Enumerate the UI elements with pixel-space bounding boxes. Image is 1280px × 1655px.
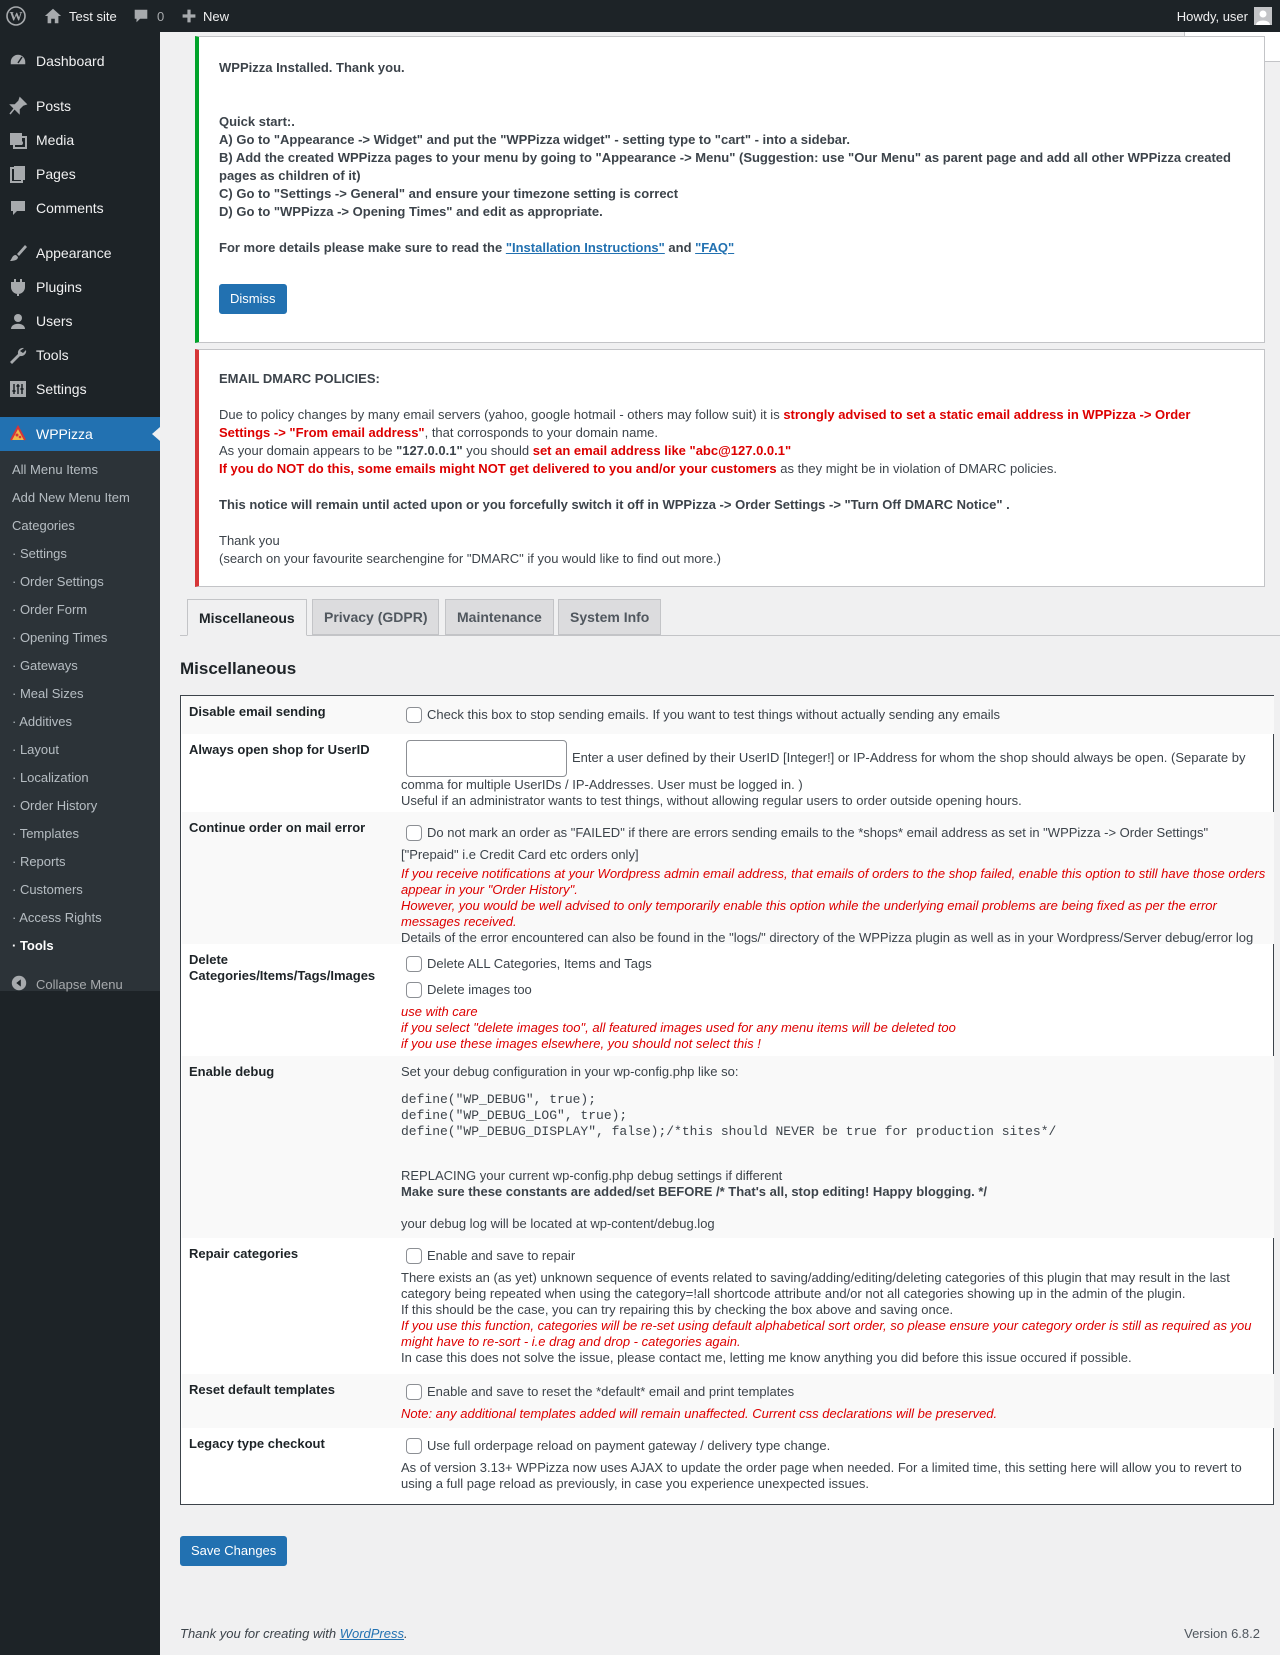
sidebar-item-tools[interactable] <box>0 338 160 372</box>
debug-location: your debug log will be located at wp-content/debug.log <box>401 1216 715 1231</box>
continue-order-checkbox[interactable] <box>406 825 422 841</box>
row-label-legacy-checkout: Legacy type checkout <box>189 1436 325 1451</box>
table-row <box>182 812 1274 944</box>
submenu-customers[interactable]: · Customers <box>12 882 83 897</box>
tab-system-info[interactable]: System Info <box>558 599 661 635</box>
submenu-order-settings[interactable]: · Order Settings <box>12 574 104 589</box>
sidebar-item-comments[interactable] <box>0 191 160 225</box>
table-row <box>182 1428 1274 1504</box>
faq-link[interactable]: "FAQ" <box>695 240 735 255</box>
sidebar-item-dashboard[interactable] <box>0 44 160 78</box>
my-account-link[interactable] <box>1177 0 1272 32</box>
tabs-underline <box>180 635 1280 636</box>
sidebar-item-users[interactable] <box>0 304 160 338</box>
submenu-add-new-menu-item[interactable]: Add New Menu Item <box>12 490 130 505</box>
sidebar-item-label: Users <box>36 313 73 329</box>
pizza-icon <box>0 424 36 444</box>
dmarc-p3-suffix: as they might be in violation of DMARC policies. <box>776 461 1057 476</box>
dmarc-p3-warning: If you do NOT do this, some emails might NOT get delivered to you and/or your customers <box>219 461 777 476</box>
submenu-settings[interactable]: · Settings <box>12 546 67 561</box>
admin-bar <box>0 0 1280 32</box>
sidebar-item-label: Comments <box>36 200 104 216</box>
row-label-debug: Enable debug <box>189 1064 275 1079</box>
plug-icon <box>0 277 36 297</box>
details-prefix: For more details please make sure to read the <box>219 240 506 255</box>
table-row <box>182 734 1274 812</box>
new-content-link[interactable] <box>181 0 229 32</box>
install-notice-title: WPPizza Installed. Thank you. <box>219 60 405 75</box>
sidebar-item-label: Media <box>36 132 75 148</box>
dmarc-thank-you: Thank you <box>219 533 280 548</box>
installation-instructions-link[interactable]: "Installation Instructions" <box>505 240 665 255</box>
sidebar-item-posts[interactable] <box>0 89 160 123</box>
submenu-localization[interactable]: · Localization <box>12 770 89 785</box>
disable-email-text: Check this box to stop sending emails. If you want to test things without actually sending any emails <box>427 707 1001 722</box>
reset-templates-label: Enable and save to reset the *default* email and print templates <box>427 1384 795 1399</box>
settings-table <box>180 695 1274 1505</box>
dmarc-domain: "127.0.0.1" <box>396 443 463 458</box>
footer-thanks-prefix: Thank you for creating with <box>180 1626 340 1641</box>
table-row <box>182 1238 1274 1374</box>
footer-version: Version 6.8.2 <box>1184 1626 1260 1641</box>
sidebar-item-label: Posts <box>36 98 72 114</box>
dmarc-search-hint: (search on your favourite searchengine for "DMARC" if you would like to find out more.) <box>219 551 722 566</box>
plus-icon <box>181 8 197 24</box>
tab-privacy-gdpr[interactable]: Privacy (GDPR) <box>312 599 439 635</box>
wrench-icon <box>0 345 36 365</box>
submenu-access-rights[interactable]: · Access Rights <box>12 910 102 925</box>
dmarc-paragraph-3 <box>219 460 1244 478</box>
sidebar-item-plugins[interactable] <box>0 270 160 304</box>
dmarc-p1-warning: strongly advised to set a static email address in WPPizza -> Order Settings -> "From email address" <box>219 407 1191 440</box>
legacy-checkout-checkbox[interactable] <box>406 1438 422 1454</box>
delete-warning-2: if you select "delete images too", all featured images used for any menu items will be deleted too <box>401 1020 956 1035</box>
row-label-reset-templates: Reset default templates <box>189 1382 335 1397</box>
row-label-repair: Repair categories <box>189 1246 299 1261</box>
table-row <box>182 1374 1274 1428</box>
row-label-disable-email: Disable email sending <box>189 704 326 719</box>
details-and: and <box>664 240 696 255</box>
submenu-tools[interactable]: · Tools <box>12 938 54 953</box>
tab-miscellaneous[interactable]: Miscellaneous <box>187 599 307 636</box>
details-line <box>219 239 1244 257</box>
row-label-continue-order: Continue order on mail error <box>189 820 366 835</box>
table-row <box>182 696 1274 734</box>
collapse-menu-button[interactable] <box>10 974 123 995</box>
comments-count: 0 <box>157 8 165 24</box>
repair-warning: If you use this function, categories will be re-set using default alphabetical sort order, so please ensure your category order is still as required as you might have to re-sort - i.e drag and drop - categories again. <box>401 1318 1252 1349</box>
sidebar-item-pages[interactable] <box>0 157 160 191</box>
admin-sidebar <box>0 32 160 1655</box>
howdy-label: Howdy, user <box>1176 8 1248 24</box>
continue-order-note: Details of the error encountered can also be found in the "logs/" directory of the WPPizza plugin as well as in your Wordpress/Server debug/error log <box>401 930 1254 945</box>
dashboard-icon <box>0 51 36 71</box>
collapse-arrow-icon <box>10 974 28 995</box>
wordpress-link[interactable]: WordPress <box>339 1626 404 1641</box>
dmarc-notice <box>195 349 1265 587</box>
sidebar-item-label: Settings <box>36 381 87 397</box>
save-changes-button[interactable]: Save Changes <box>180 1536 287 1566</box>
reset-templates-checkbox[interactable] <box>406 1384 422 1400</box>
row-label-delete-categories: Delete Categories/Items/Tags/Images <box>189 952 376 983</box>
submenu-templates[interactable]: · Templates <box>12 826 79 841</box>
svg-text:W: W <box>9 8 23 24</box>
new-label: New <box>203 8 230 24</box>
debug-code-line-1: define("WP_DEBUG", true); <box>401 1092 597 1107</box>
continue-order-warning-2: However, you would be well advised to only temporarily enable this option while the underlying email problems are being fixed as per the error messages received. <box>401 898 1217 929</box>
legacy-checkout-label: Use full orderpage reload on payment gateway / delivery type change. <box>427 1438 831 1453</box>
debug-make-sure: Make sure these constants are added/set BEFORE /* That's all, stop editing! Happy blogging. */ <box>401 1184 988 1199</box>
repair-text-2: If this should be the case, you can try repairing this by checking the box above and saving once. <box>401 1302 954 1317</box>
open-shop-userid-input[interactable] <box>406 740 567 777</box>
quick-start-step-d: D) Go to "WPPizza -> Opening Times" and edit as appropriate. <box>219 204 603 219</box>
footer-thanks-suffix: . <box>404 1626 408 1641</box>
sidebar-item-wppizza[interactable] <box>0 417 160 451</box>
sidebar-item-media[interactable] <box>0 123 160 157</box>
delete-warning-1: use with care <box>401 1004 478 1019</box>
delete-all-label: Delete ALL Categories, Items and Tags <box>427 956 652 971</box>
submenu-gateways[interactable]: · Gateways <box>12 658 78 673</box>
sidebar-item-label: Plugins <box>36 279 82 295</box>
submenu-all-menu-items[interactable]: All Menu Items <box>12 462 98 477</box>
submenu-order-form[interactable]: · Order Form <box>12 602 88 617</box>
debug-replacing: REPLACING your current wp-config.php debug settings if different <box>401 1168 783 1183</box>
table-row <box>182 944 1274 1056</box>
disable-email-checkbox[interactable] <box>406 707 422 723</box>
sliders-icon <box>0 379 36 399</box>
delete-all-checkbox[interactable] <box>406 956 422 972</box>
submenu-order-history[interactable]: · Order History <box>12 798 98 813</box>
table-row <box>182 1056 1274 1238</box>
home-icon <box>44 7 62 25</box>
submenu-additives[interactable]: · Additives <box>12 714 72 729</box>
submenu-layout[interactable]: · Layout <box>12 742 59 757</box>
comment-icon <box>0 198 36 218</box>
debug-code-line-2: define("WP_DEBUG_LOG", true); <box>401 1108 628 1123</box>
dmarc-title: EMAIL DMARC POLICIES: <box>219 371 380 386</box>
brush-icon <box>0 243 36 263</box>
current-arrow <box>152 427 160 441</box>
sidebar-item-label: Pages <box>36 166 76 182</box>
sidebar-item-appearance[interactable] <box>0 236 160 270</box>
open-shop-note: Useful if an administrator wants to test things, without allowing regular users to order outside opening hours. <box>401 793 1022 808</box>
sidebar-item-label: Tools <box>36 347 69 363</box>
open-shop-text: Enter a user defined by their UserID [Integer!] or IP-Address for whom the shop should always be open. (Separate by comma for multiple UserIDs / IP-Addresses. User must be logged in. ) <box>401 749 1246 792</box>
dmarc-paragraph-1 <box>219 406 1244 442</box>
comments-link[interactable] <box>132 0 164 32</box>
debug-intro: Set your debug configuration in your wp-config.php like so: <box>401 1064 739 1079</box>
repair-checkbox[interactable] <box>406 1248 422 1264</box>
sidebar-item-label: WPPizza <box>36 426 93 442</box>
pin-icon <box>0 96 36 116</box>
dismiss-button[interactable]: Dismiss <box>219 284 287 314</box>
comment-bubble-icon <box>132 7 150 25</box>
delete-images-label: Delete images too <box>427 982 532 997</box>
dmarc-paragraph-2 <box>219 442 1244 460</box>
collapse-menu-label: Collapse Menu <box>36 977 123 992</box>
repair-label: Enable and save to repair <box>427 1248 576 1263</box>
submenu-meal-sizes[interactable]: · Meal Sizes <box>12 686 84 701</box>
quick-start-step-c: C) Go to "Settings -> General" and ensure your timezone setting is correct <box>219 186 679 201</box>
sidebar-item-label: Dashboard <box>36 53 105 69</box>
legacy-checkout-text: As of version 3.13+ WPPizza now uses AJAX to update the order page when needed. For a limited time, this setting here will allow you to revert to using a full page reload as previously, in case you experience unexpected issues. <box>401 1460 1242 1491</box>
repair-text-1: There exists an (as yet) unknown sequence of events related to saving/adding/editing/deleting categories of this plugin that may result in the last category being repeated when using the category=!all shortcode attribute and/or not all categories showing up in the admin of the plugin. <box>401 1270 1230 1301</box>
sidebar-item-label: Appearance <box>36 245 112 261</box>
reset-templates-note: Note: any additional templates added will remain unaffected. Current css declarations will be preserved. <box>401 1406 998 1421</box>
avatar <box>1254 7 1272 25</box>
tab-maintenance[interactable]: Maintenance <box>445 599 554 635</box>
install-notice <box>195 36 1265 343</box>
dmarc-p1-suffix: , that corrosponds to your domain name. <box>424 425 658 440</box>
quick-start-step-a: A) Go to "Appearance -> Widget" and put the "WPPizza widget" - setting type to "cart" - into a sidebar. <box>219 132 850 147</box>
dmarc-p1-text: Due to policy changes by many email servers (yahoo, google hotmail - others may follow suit) it is <box>219 407 784 422</box>
page-icon <box>0 164 36 184</box>
submenu-categories[interactable]: Categories <box>12 518 75 533</box>
site-name-link[interactable] <box>44 0 117 32</box>
row-label-open-shop: Always open shop for UserID <box>189 742 370 757</box>
wordpress-logo-icon[interactable] <box>6 0 30 32</box>
repair-text-3: In case this does not solve the issue, please contact me, letting me know anything you did before this issue occured if possible. <box>401 1350 1132 1365</box>
debug-code-line-3: define("WP_DEBUG_DISPLAY", false);/*this should NEVER be true for production sites*/ <box>401 1124 1057 1139</box>
site-name-label: Test site <box>69 8 117 24</box>
dmarc-p2-mid: you should <box>462 443 533 458</box>
continue-order-warning-1: If you receive notifications at your Wordpress admin email address, that emails of orders to the shop failed, enable this option to still have those orders appear in your "Order History". <box>401 866 1266 897</box>
quick-start-step-b: B) Add the created WPPizza pages to your menu by going to "Appearance -> Menu" (Suggestion: use "Our Menu" as parent page and add all other WPPizza created pages as children of it) <box>219 150 1231 183</box>
user-icon <box>0 311 36 331</box>
footer-thanks <box>180 1626 408 1641</box>
dmarc-p2-warning: set an email address like "abc@127.0.0.1" <box>532 443 792 458</box>
dmarc-paragraph-4: This notice will remain until acted upon or you forcefully switch it off in WPPizza -> Order Settings -> "Turn Off DMARC Notice" . <box>219 497 1010 512</box>
sidebar-item-settings[interactable] <box>0 372 160 406</box>
continue-order-text: Do not mark an order as "FAILED" if there are errors sending emails to the *shops* email address as set in "WPPizza -> Order Settings" ["Prepaid" i.e Credit Card etc orders only] <box>401 825 1209 862</box>
delete-images-checkbox[interactable] <box>406 982 422 998</box>
delete-warning-3: if you use these images elsewhere, you should not select this ! <box>401 1036 761 1051</box>
submenu-reports[interactable]: · Reports <box>12 854 66 869</box>
media-icon <box>0 130 36 150</box>
quick-start-heading: Quick start:. <box>219 114 295 129</box>
section-title: Miscellaneous <box>180 659 297 678</box>
dmarc-p2-text: As your domain appears to be <box>219 443 397 458</box>
submenu-opening-times[interactable]: · Opening Times <box>12 630 108 645</box>
